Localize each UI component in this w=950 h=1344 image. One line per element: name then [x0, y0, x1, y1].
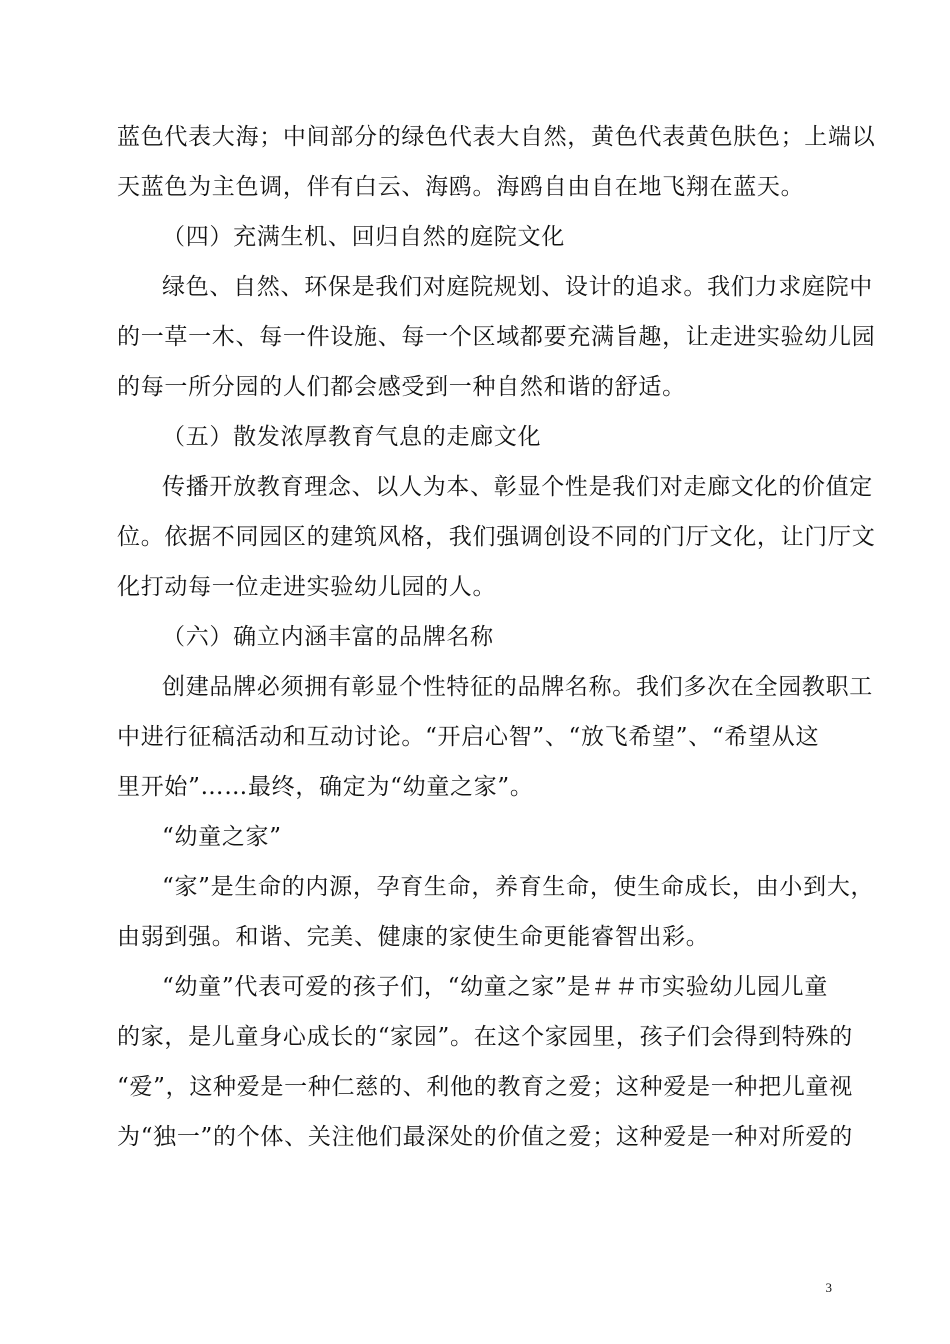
text-line: 天蓝色为主色调，伴有白云、海鸥。海鸥自由自在地飞翔在蓝天。 — [117, 174, 805, 200]
text-line: “爱”，这种爱是一种仁慈的、利他的教育之爱；这种爱是一种把儿童视 — [117, 1074, 853, 1100]
page-number: 3 — [825, 1280, 832, 1295]
text-line: 绿色、自然、环保是我们对庭院规划、设计的追求。我们力求庭院中 — [162, 274, 873, 300]
subheading: “幼童之家” — [162, 824, 282, 850]
text-line: 蓝色代表大海；中间部分的绿色代表大自然，黄色代表黄色肤色；上端以 — [117, 124, 876, 150]
text-line: “幼童”代表可爱的孩子们，“幼童之家”是＃＃市实验幼儿园儿童 — [162, 974, 829, 1000]
text-line: 创建品牌必须拥有彰显个性特征的品牌名称。我们多次在全园教职工 — [162, 674, 873, 700]
text-line: 的家，是儿童身心成长的“家园”。在这个家园里，孩子们会得到特殊的 — [117, 1024, 853, 1050]
text-line: 里开始”……最终，确定为“幼童之家”。 — [117, 774, 534, 800]
text-line: 的一草一木、每一件设施、每一个区域都要充满旨趣，让走进实验幼儿园 — [117, 324, 876, 350]
text-line: 位。依据不同园区的建筑风格，我们强调创设不同的门厅文化，让门厅文 — [117, 524, 876, 550]
text-line: “家”是生命的内源，孕育生命，养育生命，使生命成长，由小到大， — [162, 874, 875, 900]
section-heading: （五）散发浓厚教育气息的走廊文化 — [162, 424, 542, 450]
text-line: 传播开放教育理念、以人为本、彰显个性是我们对走廊文化的价值定 — [162, 474, 873, 500]
text-line: 的每一所分园的人们都会感受到一种自然和谐的舒适。 — [117, 374, 686, 400]
text-line: 由弱到强。和谐、完美、健康的家使生命更能睿智出彩。 — [117, 924, 710, 950]
text-line: 中进行征稿活动和互动讨论。“开启心智”、“放飞希望”、“希望从这 — [117, 724, 820, 750]
section-heading: （四）充满生机、回归自然的庭院文化 — [162, 224, 565, 250]
text-line: 化打动每一位走进实验幼儿园的人。 — [117, 574, 497, 600]
section-heading: （六）确立内涵丰富的品牌名称 — [162, 624, 494, 650]
text-line: 为“独一”的个体、关注他们最深处的价值之爱；这种爱是一种对所爱的 — [117, 1124, 853, 1150]
